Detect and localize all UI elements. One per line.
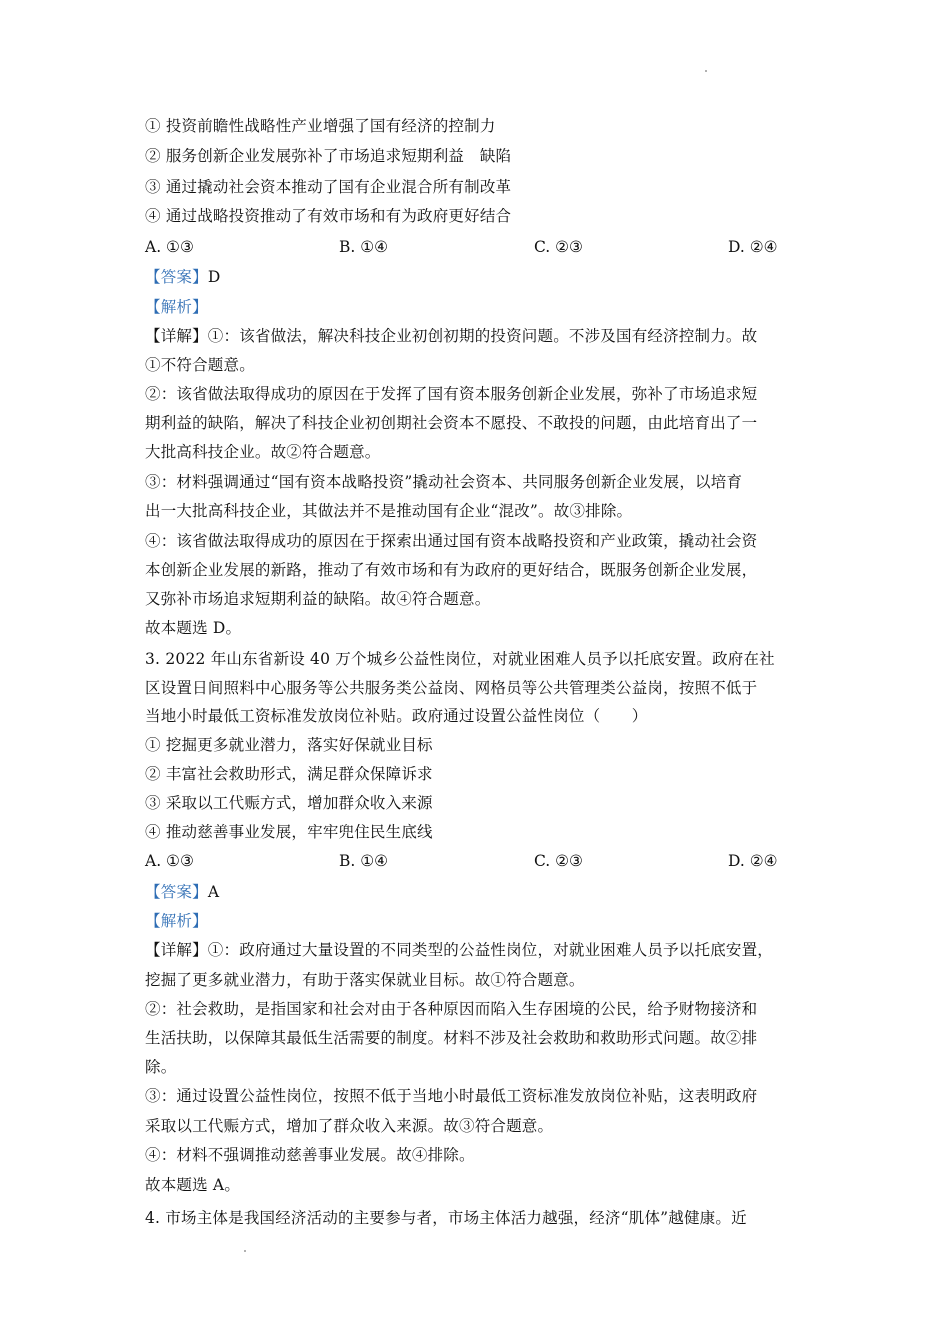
scan-dot xyxy=(244,1250,246,1252)
option-d: D. ②④ xyxy=(728,238,778,256)
q3-detail-line: 【详解】①：政府通过大量设置的不同类型的公益性岗位，对就业困难人员予以托底安置， xyxy=(145,941,774,959)
q3-detail-line: ④：材料不强调推动慈善事业发展。故④排除。 xyxy=(145,1146,475,1164)
q3-stem-line: 区设置日间照料中心服务等公共服务类公益岗、网格员等公共管理类公益岗，按照不低于 xyxy=(145,679,758,697)
q2-detail-line: ②：该省做法取得成功的原因在于发挥了国有资本服务创新企业发展，弥补了市场追求短 xyxy=(145,385,758,403)
q3-detail-line: ③：通过设置公益性岗位，按照不低于当地小时最低工资标准发放岗位补贴，这表明政府 xyxy=(145,1087,758,1105)
q3-analysis-tag: 【解析】 xyxy=(145,912,208,930)
q2-statement: ② 服务创新企业发展弥补了市场追求短期利益 缺陷 xyxy=(145,147,512,165)
q3-statement: ② 丰富社会救助形式，满足群众保障诉求 xyxy=(145,765,433,783)
q3-statement: ③ 采取以工代赈方式，增加群众收入来源 xyxy=(145,794,433,812)
q3-conclusion: 故本题选 A。 xyxy=(145,1176,241,1194)
q2-statement: ① 投资前瞻性战略性产业增强了国有经济的控制力 xyxy=(145,117,496,135)
q2-answer xyxy=(145,267,815,287)
answer-value: A xyxy=(207,883,220,901)
q2-detail-line: ④：该省做法取得成功的原因在于探索出通过国有资本战略投资和产业政策，撬动社会资 xyxy=(145,532,758,550)
option-b: B. ①④ xyxy=(339,852,389,870)
option-a: A. ①③ xyxy=(145,238,194,256)
q2-detail-line: ③：材料强调通过“国有资本战略投资”撬动社会资本、共同服务创新企业发展，以培育 xyxy=(145,473,743,491)
scan-dot xyxy=(705,70,707,72)
answer-value: D xyxy=(207,268,221,286)
q2-detail-line: 又弥补市场追求短期利益的缺陷。故④符合题意。 xyxy=(145,590,491,608)
q3-detail-line: 生活扶助，以保障其最低生活需要的制度。材料不涉及社会救助和救助形式问题。故②排 xyxy=(145,1029,758,1047)
q4-stem-line: 4. 市场主体是我国经济活动的主要参与者，市场主体活力越强，经济“肌体”越健康。近 xyxy=(145,1209,747,1227)
q2-analysis-tag: 【解析】 xyxy=(145,298,208,316)
q3-detail-line: 除。 xyxy=(145,1058,177,1076)
q3-options xyxy=(145,851,815,871)
option-a: A. ①③ xyxy=(145,852,194,870)
option-c: C. ②③ xyxy=(534,852,583,870)
q2-detail-line: 期利益的缺陷，解决了科技企业初创期社会资本不愿投、不敢投的问题，由此培育出了一 xyxy=(145,414,758,432)
q2-options xyxy=(145,237,815,257)
q2-detail-line: 出一大批高科技企业，其做法并不是推动国有企业“混改”。故③排除。 xyxy=(145,502,633,520)
q3-detail-line: ②：社会救助，是指国家和社会对由于各种原因而陷入生存困境的公民，给予财物接济和 xyxy=(145,1000,758,1018)
q2-statement: ③ 通过撬动社会资本推动了国有企业混合所有制改革 xyxy=(145,178,512,196)
q2-conclusion: 故本题选 D。 xyxy=(145,619,242,637)
q2-detail-line: 本创新企业发展的新路，推动了有效市场和有为政府的更好结合，既服务创新企业发展， xyxy=(145,561,758,579)
q2-detail-line: ①不符合题意。 xyxy=(145,356,255,374)
q2-detail-line: 【详解】①：该省做法，解决科技企业初创初期的投资问题。不涉及国有经济控制力。故 xyxy=(145,327,758,345)
q2-detail-line: 大批高科技企业。故②符合题意。 xyxy=(145,443,381,461)
q3-statement: ① 挖掘更多就业潜力，落实好保就业目标 xyxy=(145,736,433,754)
answer-tag: 【答案】 xyxy=(145,268,208,286)
q3-stem-line: 当地小时最低工资标准发放岗位补贴。政府通过设置公益性岗位（ ） xyxy=(145,707,648,725)
q3-detail-line: 挖掘了更多就业潜力，有助于落实保就业目标。故①符合题意。 xyxy=(145,971,585,989)
option-c: C. ②③ xyxy=(534,238,583,256)
option-d: D. ②④ xyxy=(728,852,778,870)
option-b: B. ①④ xyxy=(339,238,389,256)
answer-tag: 【答案】 xyxy=(145,883,208,901)
q3-detail-line: 采取以工代赈方式，增加了群众收入来源。故③符合题意。 xyxy=(145,1117,554,1135)
q2-statement: ④ 通过战略投资推动了有效市场和有为政府更好结合 xyxy=(145,207,512,225)
q3-answer xyxy=(145,882,815,902)
q3-stem-line: 3. 2022 年山东省新设 40 万个城乡公益性岗位，对就业困难人员予以托底安置。政府在社 xyxy=(145,650,775,668)
q3-statement: ④ 推动慈善事业发展，牢牢兜住民生底线 xyxy=(145,823,433,841)
